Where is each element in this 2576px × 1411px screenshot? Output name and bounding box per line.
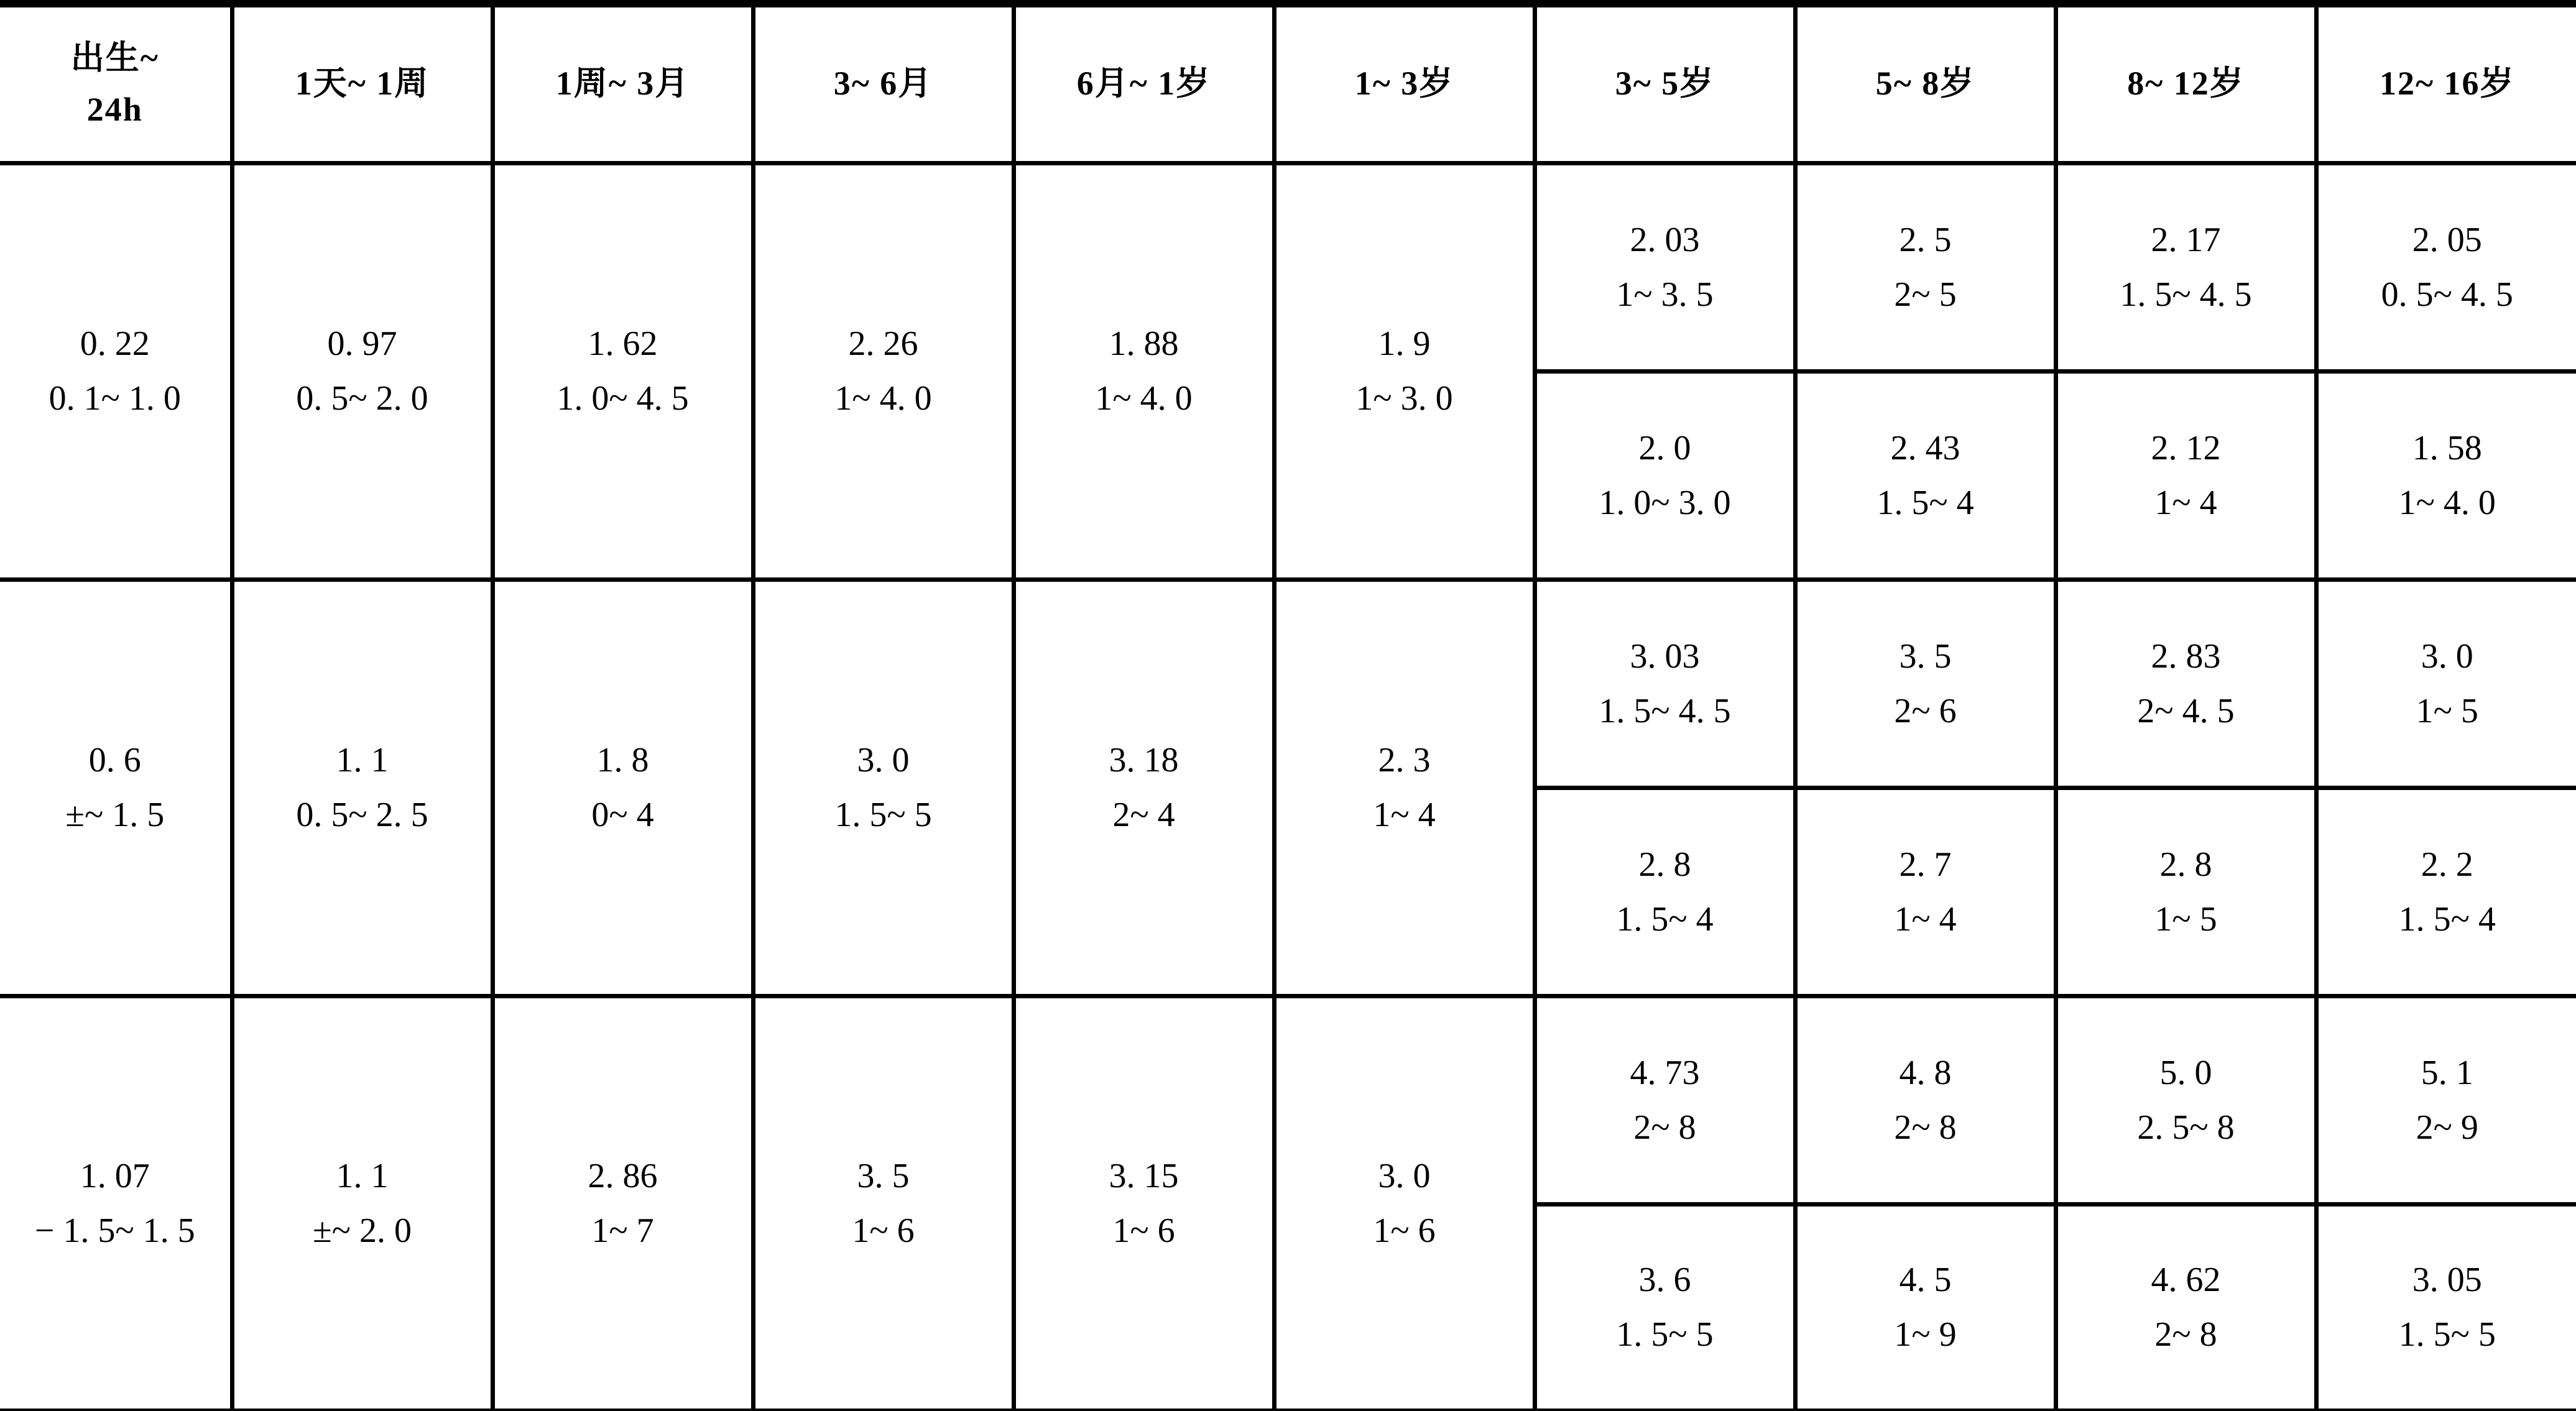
cell-r1-c10-top — [2316, 163, 2576, 371]
cell-range: 1~ 6 — [1373, 1211, 1436, 1250]
cell-r2-c6 — [1274, 579, 1535, 996]
header-line: 6月~ 1岁 — [1076, 65, 1211, 103]
cell-r1-c4 — [753, 163, 1013, 579]
cell-mean: 2. 2 — [2421, 845, 2473, 884]
cell-range: 2~ 8 — [1633, 1108, 1696, 1147]
cell-range: 1~ 6 — [852, 1211, 915, 1250]
cell-mean: 2. 7 — [1899, 845, 1952, 884]
cell-mean: 2. 43 — [1890, 428, 1960, 467]
header-line: 1~ 3岁 — [1354, 65, 1454, 103]
cell-mean: 1. 62 — [588, 324, 658, 363]
cell-mean: 2. 12 — [2151, 428, 2221, 467]
cell-r3-c10-top — [2316, 996, 2576, 1204]
cell-mean: 3. 03 — [1630, 637, 1700, 676]
cell-r1-c7-top — [1535, 163, 1795, 371]
cell-r2-c4 — [753, 579, 1013, 996]
row-2-top — [0, 579, 2576, 788]
header-row — [0, 4, 2576, 163]
cell-range: 1~ 4 — [1373, 796, 1436, 834]
cell-mean: 3. 6 — [1638, 1261, 1691, 1300]
cell-mean: 1. 8 — [596, 741, 649, 779]
cell-r3-c4 — [753, 996, 1013, 1411]
cell-range: 1. 5~ 4 — [2398, 899, 2496, 939]
cell-mean: 1. 9 — [1378, 324, 1431, 363]
header-line: 3~ 5岁 — [1615, 65, 1715, 103]
cell-mean: 5. 0 — [2159, 1053, 2212, 1092]
col-header-6m-1y — [1013, 4, 1274, 163]
cell-range: 1~ 4 — [2154, 483, 2217, 522]
cell-mean: 2. 8 — [1638, 845, 1691, 884]
cell-range: 0. 5~ 2. 5 — [296, 796, 428, 834]
cell-r2-c10-bottom — [2316, 788, 2576, 996]
cell-r1-c8-bottom — [1795, 371, 2056, 579]
cell-mean: 1. 1 — [336, 741, 389, 779]
cell-mean: 3. 18 — [1109, 741, 1179, 779]
cell-r3-c6 — [1274, 996, 1535, 1411]
cell-range: 1~ 3. 5 — [1616, 275, 1714, 314]
cell-r2-c10-top — [2316, 579, 2576, 788]
cell-mean: 3. 15 — [1109, 1156, 1179, 1195]
cell-range: ±~ 1. 5 — [65, 796, 165, 834]
header-line: 8~ 12岁 — [2127, 65, 2245, 103]
cell-mean: 0. 97 — [327, 324, 397, 363]
cell-mean: 2. 83 — [2151, 637, 2221, 676]
cell-r3-c9-bottom — [2056, 1204, 2316, 1411]
cell-r2-c2 — [232, 579, 492, 996]
cell-range: 1~ 4. 0 — [834, 379, 932, 418]
cell-mean: 2. 05 — [2412, 220, 2482, 259]
cell-r2-c8-top — [1795, 579, 2056, 788]
cell-r3-c8-top — [1795, 996, 2056, 1204]
cell-mean: 2. 3 — [1378, 741, 1431, 779]
col-header-3m-6m — [753, 4, 1013, 163]
cell-r1-c1 — [0, 163, 232, 579]
cell-mean: 2. 03 — [1630, 220, 1700, 259]
cell-r3-c7-top — [1535, 996, 1795, 1204]
cell-range: 1. 5~ 5 — [2398, 1315, 2496, 1354]
cell-range: 2~ 4 — [1112, 796, 1175, 834]
cell-range: 1. 5~ 5 — [834, 796, 932, 834]
cell-range: 1. 5~ 4. 5 — [1599, 691, 1731, 730]
cell-r2-c3 — [492, 579, 753, 996]
cell-range: 1. 5~ 4 — [1616, 899, 1714, 939]
cell-range: 0. 1~ 1. 0 — [48, 379, 181, 418]
cell-range: 2~ 8 — [2154, 1315, 2217, 1354]
cell-r3-c9-top — [2056, 996, 2316, 1204]
cell-mean: 4. 73 — [1630, 1053, 1700, 1092]
row-1-top — [0, 163, 2576, 371]
cell-range: 2~ 6 — [1894, 691, 1957, 730]
cell-r2-c1 — [0, 579, 232, 996]
cell-range: 1. 5~ 4. 5 — [2120, 275, 2252, 314]
cell-mean: 3. 5 — [857, 1156, 910, 1195]
header-line: 出生~ — [70, 39, 159, 76]
cell-r1-c5 — [1013, 163, 1274, 579]
header-line: 1天~ 1周 — [295, 65, 430, 103]
col-header-1w-3m — [492, 4, 753, 163]
cell-range: 2~ 9 — [2416, 1108, 2478, 1147]
cell-range: 1~ 7 — [591, 1211, 654, 1250]
cell-mean: 2. 17 — [2151, 220, 2221, 259]
cell-mean: 4. 5 — [1899, 1261, 1952, 1300]
col-header-1d-1w — [232, 4, 492, 163]
cell-range: 1~ 5 — [2154, 899, 2217, 939]
col-header-1y-3y — [1274, 4, 1535, 163]
header-line: 3~ 6月 — [833, 65, 933, 103]
cell-mean: 4. 62 — [2151, 1261, 2221, 1300]
header-line: 24h — [86, 91, 143, 129]
cell-r3-c8-bottom — [1795, 1204, 2056, 1411]
cell-r2-c5 — [1013, 579, 1274, 996]
cell-r1-c6 — [1274, 163, 1535, 579]
cell-range: 1. 5~ 5 — [1616, 1315, 1714, 1354]
cell-r1-c10-bottom — [2316, 371, 2576, 579]
cell-mean: 0. 6 — [88, 741, 141, 779]
cell-range: 1~ 6 — [1112, 1211, 1175, 1250]
cell-r1-c9-bottom — [2056, 371, 2316, 579]
cell-range: 1~ 4. 0 — [2398, 483, 2496, 522]
cell-mean: 3. 0 — [857, 741, 910, 779]
row-3-top — [0, 996, 2576, 1204]
cell-r1-c2 — [232, 163, 492, 579]
cell-range: 1~ 4 — [1894, 899, 1957, 939]
header-line: 1周~ 3月 — [555, 65, 690, 103]
cell-range: 0~ 4 — [591, 796, 654, 834]
cell-range: 2~ 5 — [1894, 275, 1957, 314]
cell-r1-c8-top — [1795, 163, 2056, 371]
cell-mean: 1. 07 — [80, 1156, 150, 1195]
cell-mean: 2. 26 — [848, 324, 918, 363]
cell-range: 1~ 5 — [2416, 691, 2478, 730]
cell-range: 1. 5~ 4 — [1877, 483, 1974, 522]
cell-mean: 3. 05 — [2412, 1261, 2482, 1300]
cell-r3-c3 — [492, 996, 753, 1411]
cell-mean: 0. 22 — [80, 324, 150, 363]
cell-mean: 2. 5 — [1899, 220, 1952, 259]
cell-mean: 5. 1 — [2421, 1053, 2473, 1092]
cell-r2-c9-top — [2056, 579, 2316, 788]
col-header-3y-5y — [1535, 4, 1795, 163]
cell-mean: 3. 0 — [1378, 1156, 1431, 1195]
col-header-birth-24h — [0, 4, 232, 163]
cell-range: 1. 0~ 3. 0 — [1599, 483, 1731, 522]
cell-range: 2~ 4. 5 — [2137, 691, 2235, 730]
cell-mean: 2. 8 — [2159, 845, 2212, 884]
cell-range: 2~ 8 — [1894, 1108, 1957, 1147]
cell-r1-c9-top — [2056, 163, 2316, 371]
cell-r2-c7-top — [1535, 579, 1795, 788]
cell-r3-c10-bottom — [2316, 1204, 2576, 1411]
col-header-8y-12y — [2056, 4, 2316, 163]
cell-range: ±~ 2. 0 — [312, 1211, 412, 1250]
header-line: 5~ 8岁 — [1875, 65, 1975, 103]
cell-mean: 1. 58 — [2412, 428, 2482, 467]
col-header-12y-16y — [2316, 4, 2576, 163]
cell-range: 1~ 9 — [1894, 1315, 1957, 1354]
cell-range: 1. 0~ 4. 5 — [556, 379, 689, 418]
cell-range: 1~ 4. 0 — [1095, 379, 1193, 418]
cell-range: 0. 5~ 2. 0 — [296, 379, 428, 418]
cell-r3-c5 — [1013, 996, 1274, 1411]
cell-range: 1~ 3. 0 — [1355, 379, 1453, 418]
cell-r3-c1 — [0, 996, 232, 1411]
cell-mean: 1. 88 — [1109, 324, 1179, 363]
cell-r3-c7-bottom — [1535, 1204, 1795, 1411]
cell-mean: 3. 0 — [2421, 637, 2473, 676]
cell-r1-c7-bottom — [1535, 371, 1795, 579]
cell-range: 0. 5~ 4. 5 — [2381, 275, 2513, 314]
header-line: 12~ 16岁 — [2379, 65, 2515, 103]
cell-mean: 2. 0 — [1638, 428, 1691, 467]
cell-range: 2. 5~ 8 — [2137, 1108, 2235, 1147]
cell-mean: 1. 1 — [336, 1156, 389, 1195]
cell-r2-c7-bottom — [1535, 788, 1795, 996]
cell-mean: 2. 86 — [588, 1156, 658, 1195]
col-header-5y-8y — [1795, 4, 2056, 163]
cell-range: − 1. 5~ 1. 5 — [34, 1211, 195, 1250]
cell-r3-c2 — [232, 996, 492, 1411]
cell-mean: 3. 5 — [1899, 637, 1952, 676]
cell-mean: 4. 8 — [1899, 1053, 1952, 1092]
cell-r1-c3 — [492, 163, 753, 579]
cell-r2-c8-bottom — [1795, 788, 2056, 996]
cell-r2-c9-bottom — [2056, 788, 2316, 996]
